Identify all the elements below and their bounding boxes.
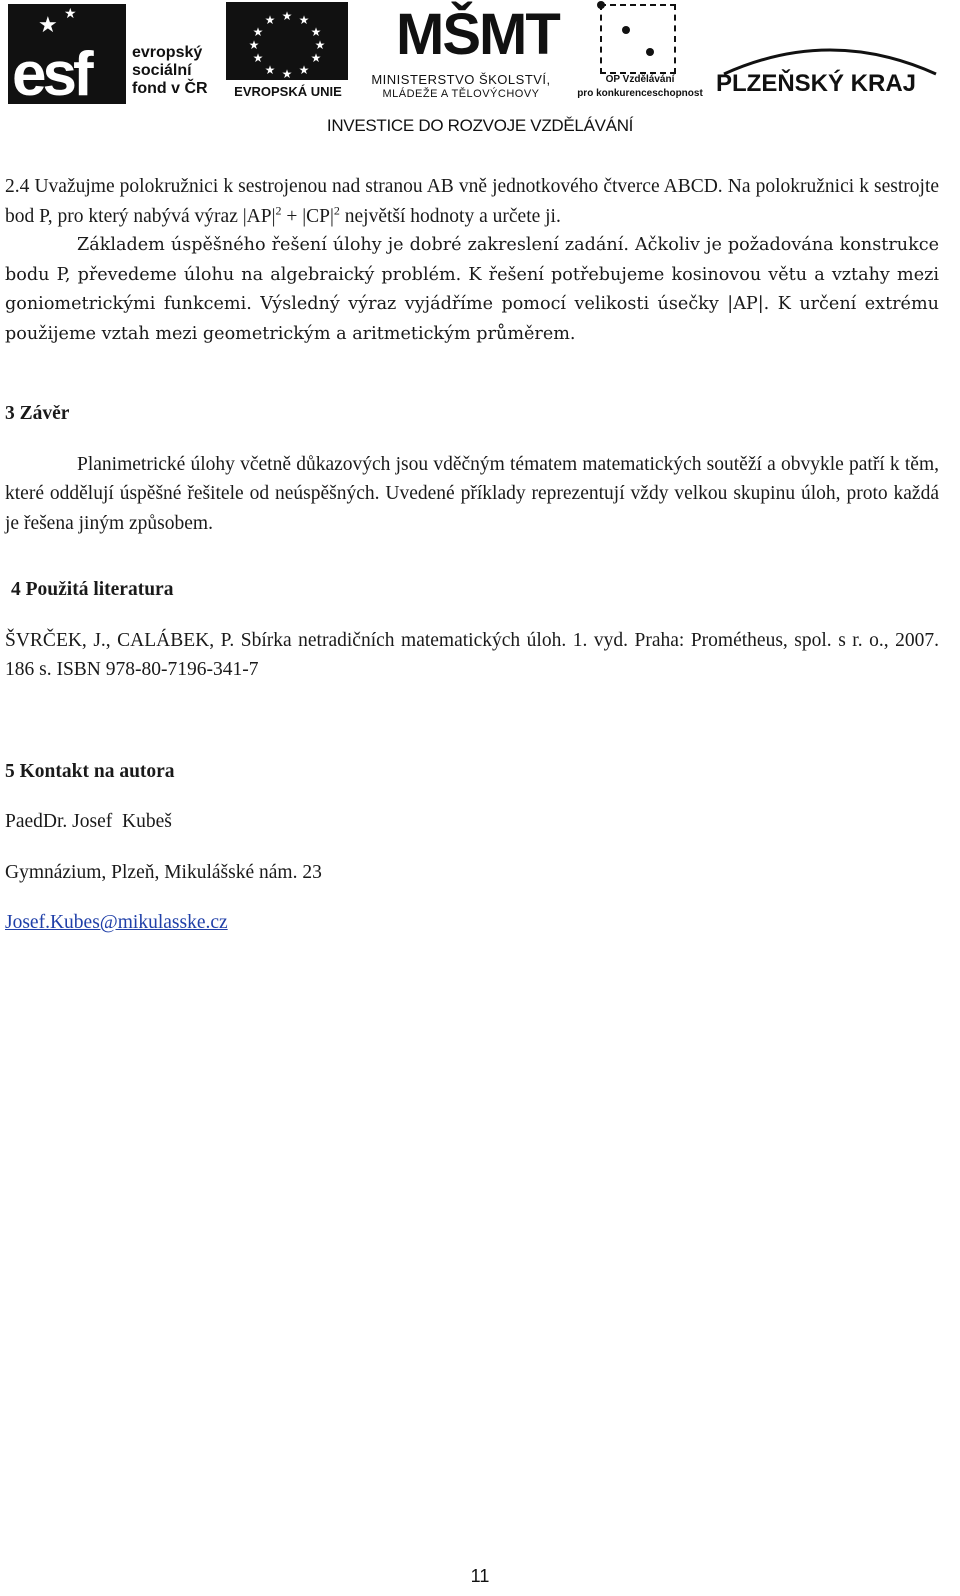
solution-text-end: . K určení extrému použijeme vztah mezi geometrickým a aritmetickým průměrem.	[5, 294, 939, 344]
plzensky-kraj-label: PLZEŇSKÝ KRAJ	[716, 70, 917, 97]
solution-text: Základem úspěšného řešení úlohy je dobré zakreslení zadání. Ačkoliv je požadována konstrukce bodu P, převedeme úlohu na algebraický problém. K řešení potřebujeme kosinovou větu a vztahy mezi goniometrickými funkcemi. Výsledný výraz vyjádříme pomocí velikosti úsečky	[5, 235, 939, 314]
esf-letters: esf	[12, 40, 90, 109]
literature-entry: ŠVRČEK, J., CALÁBEK, P. Sbírka netradičních matematických úloh. 1. vyd. Praha: Prométheus, spol. s r. o., 2007. 186 s. ISBN 978-80-7196-341-7	[5, 629, 939, 680]
section-heading-literature: 4 Použitá literatura	[11, 579, 174, 600]
header-logo-strip	[0, 0, 960, 145]
task-line-1: Uvažujme polokružnici k sestrojenou nad stranou AB vně jednotkového čtverce ABCD.	[34, 176, 723, 197]
conclusion-text: Planimetrické úlohy včetně důkazových jsou vděčným tématem matematických soutěží a obvykle patří k těm, které oddělují úspěšné řešitele od neúspěšných. Uvedené příklady reprezentují vždy velkou skupinu úloh, proto každá je řešena jiným způsobem.	[5, 453, 939, 534]
plzensky-kraj-logo	[716, 40, 952, 102]
svg-text:★: ★	[298, 13, 310, 27]
abs-cp: $|CP|^2$	[302, 203, 340, 227]
task-line-3: určete ji.	[492, 205, 561, 227]
svg-text:★: ★	[314, 38, 326, 52]
author-email-link[interactable]	[5, 908, 939, 938]
abs-ap: $|AP|^2$	[242, 203, 282, 227]
opvk-caption-line1: OP Vzdělávání	[605, 74, 675, 85]
msmt-mark: MŠMT	[396, 2, 559, 67]
eu-label: EVROPSKÁ UNIE	[234, 84, 342, 99]
document-body	[5, 172, 939, 938]
esf-caption	[132, 44, 208, 98]
eu-logo	[226, 2, 350, 102]
page-number: 11	[470, 1566, 490, 1586]
author-address: Gymnázium, Plzeň, Mikulášské nám. 23	[5, 861, 322, 883]
opvk-mark	[600, 4, 676, 74]
plus-sign: +	[286, 205, 298, 227]
task-statement	[5, 172, 939, 231]
project-banner: INVESTICE DO ROZVOJE VZDĚLÁVÁNÍ	[326, 116, 634, 135]
dot-icon	[646, 48, 654, 56]
svg-text:★: ★	[281, 67, 293, 80]
msmt-caption-line1: MINISTERSTVO ŠKOLSTVÍ,	[371, 72, 551, 87]
section-heading-conclusion: 3 Závěr	[5, 403, 70, 424]
eu-flag-icon	[226, 2, 348, 80]
segment-ap: AP	[733, 294, 758, 314]
svg-text:★: ★	[298, 63, 310, 77]
segment-cp: CP	[306, 205, 330, 227]
exponent: 2	[333, 203, 340, 217]
svg-text:★: ★	[252, 25, 264, 39]
svg-text:★: ★	[264, 13, 276, 27]
esf-caption-line: sociální	[132, 62, 192, 79]
task-solution: Základem úspěšného řešení úlohy je dobré zakreslení zadání. Ačkoliv je požadována konstrukce bodu P, převedeme úlohu na algebraický problém. K řešení potřebujeme kosinovou větu a vztahy mezi goniometrickými funkcemi. Výsledný výraz vyjádříme pomocí velikosti úsečky |AP|. K určení extrému použijeme vztah mezi geometrickým a aritmetickým průměrem.	[5, 235, 939, 344]
esf-caption-line: evropský	[132, 44, 203, 61]
svg-text:★: ★	[310, 51, 322, 65]
exponent: 2	[275, 203, 282, 217]
svg-text:★: ★	[252, 51, 264, 65]
email-link[interactable]: Josef.Kubes@mikulasske.cz	[5, 912, 228, 933]
msmt-caption-line2: MLÁDEŽE A TĚLOVÝCHOVY	[382, 88, 540, 100]
task-number: 2.4	[5, 176, 30, 197]
esf-caption-line: fond v ČR	[132, 80, 208, 97]
esf-mark	[8, 4, 126, 109]
task-line-2: Na polokružnici k sestrojte bod P, pro který nabývá výraz	[5, 176, 940, 227]
star-icon: ★	[38, 12, 58, 37]
segment-ap: AP	[246, 205, 272, 227]
dot-icon	[622, 26, 630, 34]
opvk-logo	[570, 2, 710, 102]
svg-text:★: ★	[281, 9, 293, 23]
msmt-logo	[356, 2, 566, 102]
author-name: PaedDr. Josef Kubeš	[5, 811, 172, 832]
section-heading-contact: 5 Kontakt na autora	[5, 760, 175, 782]
opvk-caption-line2: pro konkurenceschopnost	[577, 88, 703, 99]
task-line-2b: největší hodnoty a	[344, 205, 488, 227]
dot-icon	[597, 1, 605, 9]
star-icon: ★	[64, 7, 77, 22]
svg-text:★: ★	[264, 63, 276, 77]
svg-text:★: ★	[310, 25, 322, 39]
esf-logo	[8, 4, 218, 109]
svg-text:★: ★	[248, 38, 260, 52]
